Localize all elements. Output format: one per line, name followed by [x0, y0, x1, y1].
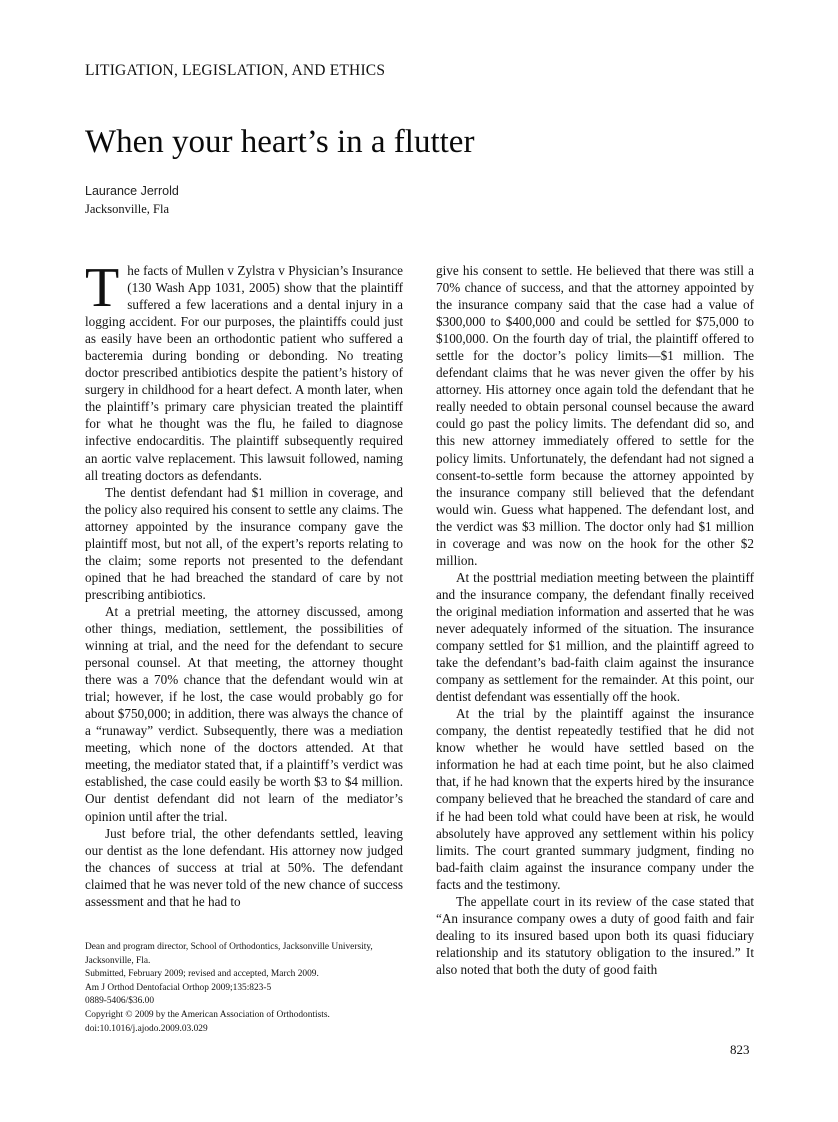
paragraph: At the posttrial mediation meeting between the plaintiff and the insurance company, the defendant finally received the original mediation information and asserted that he was never adequately informed of the situation. The insurance company settled for $1 million, and the plaintiff agreed to take the defendant’s bad-faith claim against the insurance company as settlement for the remainder. At this point, our dentist defendant was essentially off the hook.: [436, 569, 754, 705]
footnote-copyright: Copyright © 2009 by the American Association of Orthodontists.: [85, 1009, 330, 1020]
left-column: [85, 257, 404, 910]
author-affiliation: Jacksonville, Fla: [85, 202, 170, 216]
footnotes: [85, 941, 415, 1036]
footnote-dates: Submitted, February 2009; revised and accepted, March 2009.: [85, 969, 319, 980]
paragraph: At a pretrial meeting, the attorney discussed, among other things, mediation, settlement, the possibilities of winning at trial, and the need for the defendant to secure personal counsel. At that meeting, the attorney thought there was a 70% chance that the defendant would win at trial; however, if he lost, the case would probably go for about $750,000; in addition, there was always the chance of a “runaway” verdict. Subsequently, there was a mediation meeting, which none of the doctors attended. At that meeting, the mediator stated that, if a plaintiff’s verdict was established, the case could easily be worth $3 to $4 million. Our dentist defendant did not learn of the mediator’s opinion until after the trial.: [85, 603, 403, 824]
section-heading: LITIGATION, LEGISLATION, AND ETHICS: [85, 62, 386, 79]
paragraph: At the trial by the plaintiff against the insurance company, the dentist repeatedly testified that he did not know whether he would have settled based on the information he had at each time point, but he also claimed that, if he had known that the experts hired by the insurance company believed that he breached the standard of care and if he had been told what could have been at risk, he would absolutely have approved any settlement within his policy limits. The court granted summary judgment, finding no bad-faith claim against the insurance company under the facts and the testimony.: [436, 706, 754, 892]
paragraph: The appellate court in its review of the case stated that “An insurance company owes a duty of good faith and fair dealing to its insured based upon both its quasi fiduciary relationship and its statutory obligation to the insured.” It also noted that both the duty of good faith: [436, 893, 754, 977]
page-number: 823: [730, 1042, 750, 1057]
footnote-doi: doi:10.1016/j.ajodo.2009.03.029: [85, 1023, 208, 1034]
paragraph: give his consent to settle. He believed that there was still a 70% chance of success, and that the attorney appointed by the insurance company said that the case had a value of $300,000 to $400,000 and could be settled for $75,000 to $100,000. On the fourth day of trial, the plaintiff offered to settle for the doctor’s policy limits—$1 million. The defendant claims that he was never given the offer by his attorney. His attorney once again told the defendant that he really needed to obtain personal counsel because the award could go past the policy limits. The defendant did so, and this new attorney immediately offered to settle for the policy limits. Unfortunately, the defendant had not signed a consent-to-settle form because the attorney appointed by the insurance company still believed that the defendant would win. Guess what happened. The defendant lost, and the verdict was $3 million. The doctor only had $1 million in coverage and was now on the hook for the other $2 million.: [436, 263, 754, 568]
paragraph: Just before trial, the other defendants settled, leaving our dentist as the lone defendant. His attorney now judged the chances of success at trial at 50%. The defendant claimed that he was never told of the new chance of success assessment and that he had to: [85, 825, 403, 909]
footnote-affiliation: Dean and program director, School of Orthodontics, Jacksonville University, Jacksonville, Fla.: [85, 942, 373, 966]
right-column: [436, 262, 754, 978]
article-title: When your heart’s in a flutter: [85, 124, 475, 160]
paragraph: The dentist defendant had $1 million in coverage, and the policy also required his consent to settle any claims. The attorney appointed by the insurance company gave the plaintiff most, but not all, of the expert’s reports relating to the claim; some reports not presented to the defendant opined that he had breached the standard of care by not prescribing antibiotics.: [85, 484, 404, 602]
footnote-citation: Am J Orthod Dentofacial Orthop 2009;135:823-5: [85, 982, 272, 993]
paragraph: [85, 257, 403, 484]
paragraph-text: he facts of Mullen v Zylstra v Physician’s Insurance (130 Wash App 1031, 2005) show that the plaintiff suffered a few lacerations and a dental injury in a logging accident. For our purposes, the plaintiffs could just as easily have been an orthodontic patient who suffered a bacteremia during bonding or debonding. No treating doctor prescribed antibiotics despite the patient’s history of surgery in childhood for a heart defect. A month later, when the plaintiff’s primary care physician treated the plaintiff for what he thought was the flu, he failed to diagnose infective endocarditis. The plaintiff subsequently required an aortic valve replacement. This lawsuit followed, naming all treating doctors as defendants.: [85, 263, 403, 483]
drop-cap: T: [85, 257, 120, 319]
author-name: Laurance Jerrold: [85, 184, 179, 198]
footnote-issn: 0889-5406/$36.00: [85, 996, 155, 1007]
